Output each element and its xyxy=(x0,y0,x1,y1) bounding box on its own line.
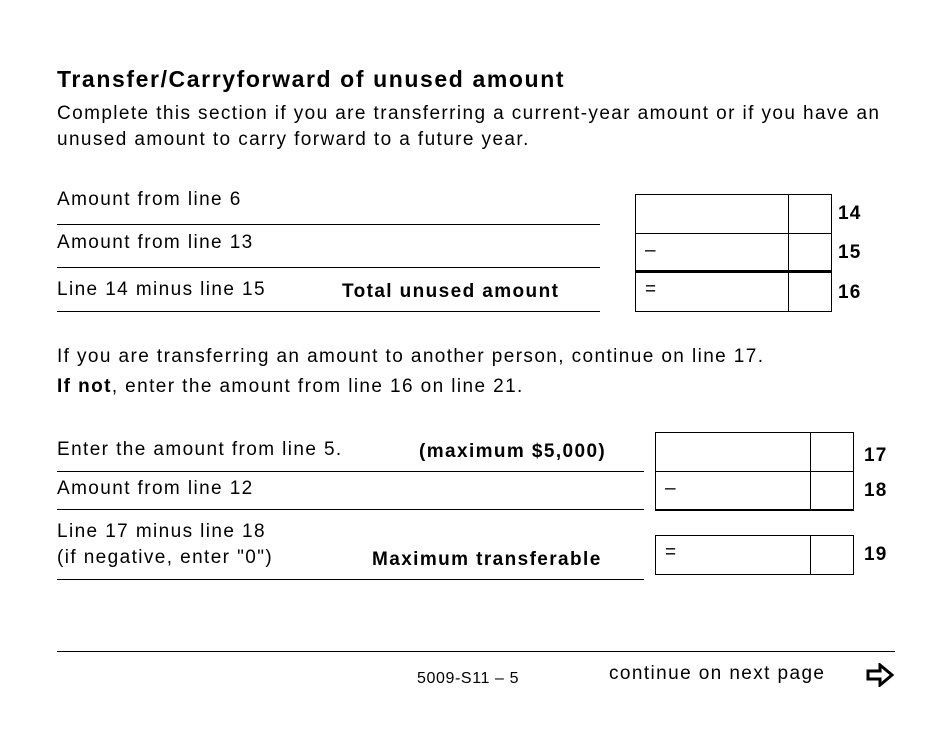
line-17-label: Enter the amount from line 5. xyxy=(57,439,343,460)
total-unused-amount-label: Total unused amount xyxy=(342,281,560,302)
minus-sign: – xyxy=(645,240,656,261)
line-15-label: Amount from line 13 xyxy=(57,232,254,253)
line-19-rule xyxy=(57,579,644,580)
line-14-field[interactable] xyxy=(635,194,832,234)
form-id: 5009-S11 – 5 xyxy=(417,670,520,687)
line-17-rule xyxy=(57,471,644,472)
maximum-note: (maximum $5,000) xyxy=(419,441,607,462)
line-19-label-1: Line 17 minus line 18 xyxy=(57,521,266,542)
line-18-field[interactable] xyxy=(655,471,854,511)
section-title: Transfer/Carryforward of unused amount xyxy=(57,66,566,92)
line-14-cents-field[interactable] xyxy=(788,195,831,233)
if-not-rest: , enter the amount from line 16 on line 21. xyxy=(111,376,524,397)
line-15-cents-field[interactable] xyxy=(788,234,831,270)
line-number-18: 18 xyxy=(864,480,888,501)
line-number-16: 16 xyxy=(838,282,862,303)
line-16-field[interactable] xyxy=(635,272,832,312)
line-number-19: 19 xyxy=(864,544,888,565)
transfer-instruction: If you are transferring an amount to another person, continue on line 17. xyxy=(57,346,765,367)
maximum-transferable-label: Maximum transferable xyxy=(372,549,602,570)
if-not-bold: If not xyxy=(57,376,112,397)
equals-sign: = xyxy=(665,542,677,563)
line-16-rule xyxy=(57,311,600,312)
line-number-17: 17 xyxy=(864,445,888,466)
continue-next-page: continue on next page xyxy=(609,663,826,684)
line-16-label: Line 14 minus line 15 xyxy=(57,279,266,300)
line-19-cents-field[interactable] xyxy=(810,536,853,574)
line-17-cents-field[interactable] xyxy=(810,433,853,471)
right-arrow-icon xyxy=(866,663,894,687)
line-number-14: 14 xyxy=(838,203,862,224)
line-15-rule xyxy=(57,267,600,268)
line-16-cents-field[interactable] xyxy=(788,273,831,311)
line-19-field[interactable] xyxy=(655,535,854,575)
line-15-field[interactable] xyxy=(635,233,832,273)
line-19-label-2: (if negative, enter "0") xyxy=(57,547,274,568)
line-18-rule xyxy=(57,509,644,510)
equals-sign: = xyxy=(645,279,657,300)
line-18-cents-field[interactable] xyxy=(810,472,853,509)
line-14-label: Amount from line 6 xyxy=(57,189,242,210)
line-17-field[interactable] xyxy=(655,432,854,472)
footer-rule xyxy=(57,651,895,652)
section-intro: Complete this section if you are transferring a current-year amount or if you have an unused amount to carry forward to a future year. xyxy=(57,103,881,150)
line-number-15: 15 xyxy=(838,242,862,263)
minus-sign: – xyxy=(665,478,676,499)
if-not-instruction xyxy=(57,376,524,398)
line-18-label: Amount from line 12 xyxy=(57,478,254,499)
line-14-rule xyxy=(57,224,600,225)
